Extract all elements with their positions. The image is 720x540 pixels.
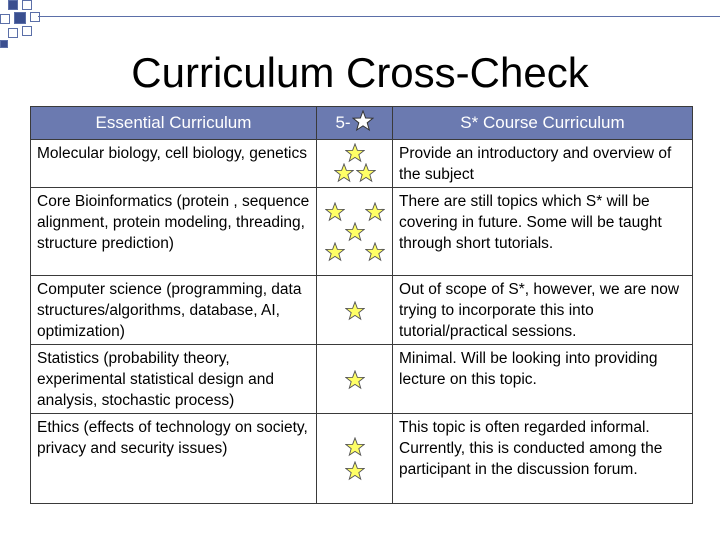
- star-icon: [334, 163, 354, 183]
- star-icon: [356, 163, 376, 183]
- table-row: [31, 276, 693, 345]
- table-row: [31, 414, 693, 504]
- header-star-icon: [352, 110, 374, 137]
- table-row: [31, 140, 693, 188]
- course-cell: Out of scope of S*, however, we are now trying to incorporate this into tutorial/practical sessions.: [393, 276, 693, 345]
- header-course: S* Course Curriculum: [393, 107, 693, 140]
- course-cell: Minimal. Will be looking into providing lecture on this topic.: [393, 345, 693, 414]
- header-rating-prefix: 5-: [335, 112, 351, 132]
- essential-cell: Statistics (probability theory, experimental statistical design and analysis, stochastic process): [31, 345, 317, 414]
- essential-cell: Ethics (effects of technology on society, privacy and security issues): [31, 414, 317, 504]
- star-icon: [345, 143, 365, 163]
- page-title: Curriculum Cross-Check: [131, 49, 589, 96]
- title-rule: [38, 16, 720, 17]
- course-cell: This topic is often regarded informal. Currently, this is conducted among the participant in the discussion forum.: [393, 414, 693, 504]
- course-cell: There are still topics which S* will be covering in future. Some will be taught through short tutorials.: [393, 188, 693, 276]
- essential-cell: Computer science (programming, data structures/algorithms, database, AI, optimization): [31, 276, 317, 345]
- rating-cell: [317, 414, 393, 504]
- header-essential: Essential Curriculum: [31, 107, 317, 140]
- table-row: [31, 345, 693, 414]
- rating-cell: [317, 188, 393, 276]
- star-icon: [345, 370, 365, 390]
- rating-cell: [317, 345, 393, 414]
- rating-cell: [317, 276, 393, 345]
- star-icon: [365, 202, 385, 222]
- star-icon: [365, 242, 385, 262]
- star-icon: [325, 202, 345, 222]
- star-icon: [345, 437, 365, 457]
- star-icon: [345, 301, 365, 321]
- table-header-row: [31, 107, 693, 140]
- curriculum-table: [30, 106, 693, 504]
- star-icon: [325, 242, 345, 262]
- corner-decoration: [0, 0, 60, 50]
- essential-cell: Molecular biology, cell biology, genetics: [31, 140, 317, 188]
- star-icon: [345, 461, 365, 481]
- course-cell: Provide an introductory and overview of the subject: [393, 140, 693, 188]
- essential-cell: Core Bioinformatics (protein , sequence alignment, protein modeling, threading, structure prediction): [31, 188, 317, 276]
- rating-cell: [317, 140, 393, 188]
- star-icon: [345, 222, 365, 242]
- header-rating: [317, 107, 393, 140]
- table-row: [31, 188, 693, 276]
